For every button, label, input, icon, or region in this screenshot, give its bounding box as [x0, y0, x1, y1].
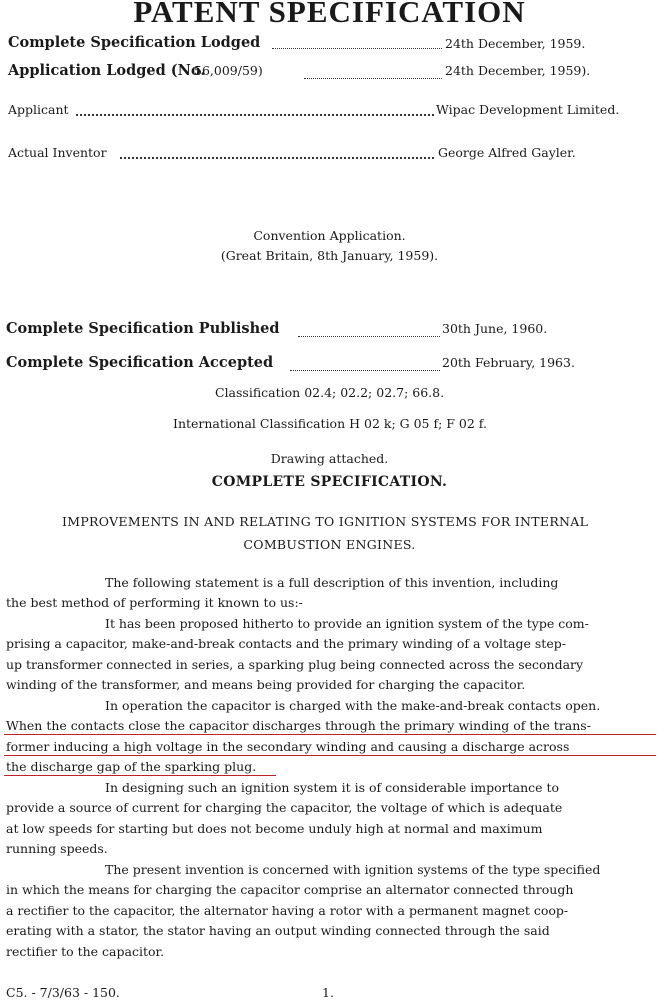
- highlight-underline: [4, 775, 276, 776]
- applicant-label: Applicant: [8, 102, 69, 117]
- body-line: running speeds.: [6, 841, 108, 856]
- body-line: When the contacts close the capacitor discharges through the primary winding of the trans-: [6, 718, 591, 733]
- published-label: Complete Specification Published: [6, 320, 280, 337]
- body-line: in which the means for charging the capacitor comprise an alternator connected through: [6, 882, 574, 897]
- inventor-value: George Alfred Gayler.: [438, 145, 576, 160]
- spec-heading: COMPLETE SPECIFICATION.: [211, 474, 448, 490]
- published-leader: [298, 336, 440, 337]
- drawing-note: Drawing attached.: [270, 451, 389, 466]
- page-number: 1.: [322, 985, 334, 1000]
- highlight-underline: [4, 755, 656, 756]
- inventor-leader: [120, 157, 434, 159]
- body-line: In designing such an ignition system it is of considerable importance to: [105, 780, 560, 795]
- convention-line2: (Great Britain, 8th January, 1959).: [220, 248, 439, 263]
- application-number: 56,009/59): [194, 63, 263, 78]
- application-leader: [304, 78, 442, 79]
- body-line: the best method of performing it known to us:-: [6, 595, 303, 610]
- lodged-leader: [272, 48, 442, 49]
- convention-line1: Convention Application.: [253, 228, 406, 243]
- application-date: 24th December, 1959).: [445, 63, 591, 78]
- document-title: PATENT SPECIFICATION: [133, 0, 526, 29]
- spec-title-line1: IMPROVEMENTS IN AND RELATING TO IGNITION SYSTEMS FOR INTERNAL: [62, 514, 589, 529]
- body-line: In operation the capacitor is charged with the make-and-break contacts open.: [105, 698, 601, 713]
- body-line: rectifier to the capacitor.: [6, 944, 165, 959]
- classification: Classification 02.4; 02.2; 02.7; 66.8.: [215, 385, 445, 400]
- body-line: prising a capacitor, make-and-break contacts and the primary winding of a voltage step-: [6, 636, 566, 651]
- body-line: the discharge gap of the sparking plug.: [6, 759, 257, 774]
- body-line: a rectifier to the capacitor, the alternator having a rotor with a permanent magnet coop-: [6, 903, 569, 918]
- body-line: The following statement is a full description of this invention, including: [105, 575, 559, 590]
- accepted-label: Complete Specification Accepted: [6, 354, 274, 371]
- lodged-date: 24th December, 1959.: [445, 36, 586, 51]
- spec-title-line2: COMBUSTION ENGINES.: [243, 537, 416, 552]
- body-line: winding of the transformer, and means being provided for charging the capacitor.: [6, 677, 526, 692]
- body-line: up transformer connected in series, a sparking plug being connected across the secondary: [6, 657, 584, 672]
- body-line: at low speeds for starting but does not become unduly high at normal and maximum: [6, 821, 543, 836]
- accepted-date: 20th February, 1963.: [442, 355, 575, 370]
- published-date: 30th June, 1960.: [442, 321, 548, 336]
- inventor-label: Actual Inventor: [8, 145, 107, 160]
- footer-code: C5. - 7/3/63 - 150.: [6, 985, 120, 1000]
- applicant-value: Wipac Development Limited.: [436, 102, 620, 117]
- application-label: Application Lodged (No.: [8, 62, 206, 79]
- applicant-leader: [76, 114, 434, 116]
- body-line: It has been proposed hitherto to provide an ignition system of the type com-: [105, 616, 589, 631]
- lodged-label: Complete Specification Lodged: [8, 34, 261, 51]
- body-line: The present invention is concerned with ignition systems of the type specified: [105, 862, 601, 877]
- highlight-underline: [4, 734, 656, 735]
- intl-classification: International Classification H 02 k; G 05 f; F 02 f.: [173, 416, 487, 431]
- body-line: former inducing a high voltage in the secondary winding and causing a discharge across: [6, 739, 570, 754]
- body-line: provide a source of current for charging the capacitor, the voltage of which is adequate: [6, 800, 563, 815]
- accepted-leader: [290, 370, 440, 371]
- body-line: erating with a stator, the stator having an output winding connected through the said: [6, 923, 550, 938]
